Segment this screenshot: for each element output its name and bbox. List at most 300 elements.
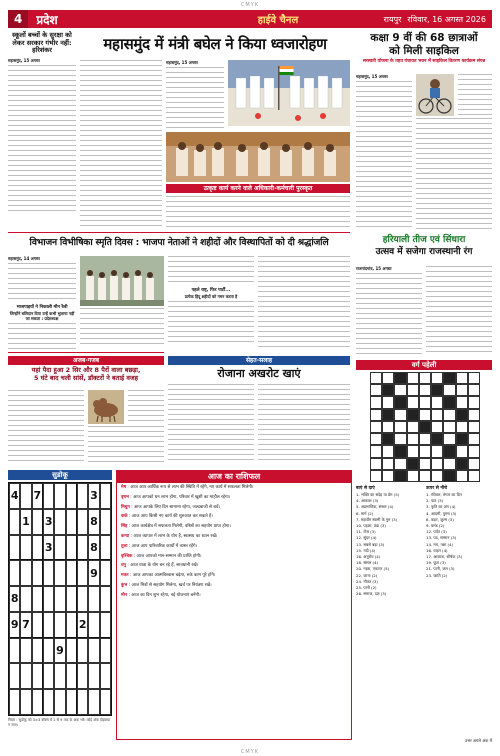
crossword-cell bbox=[370, 372, 382, 384]
vibhajan-col-1-body-a bbox=[8, 263, 76, 303]
crossword-clue: 7. महावीर स्वामी के गुरु (3) bbox=[356, 516, 398, 522]
vibhajan-kicker: भाजपाइयों ने निकाली मौन रैली bbox=[16, 305, 68, 310]
crossword-clue: 12. सुंदर (4) bbox=[356, 535, 377, 541]
sudoku-cell bbox=[43, 560, 54, 586]
vibhajan-subhead: जिन्होंने बलिदान दिया उन्हें कभी भुलाया नहीं जा सकता : प्रदेशध्यक्ष bbox=[9, 311, 75, 321]
crossword-clue: 14. मय, नशा (4) bbox=[426, 541, 454, 547]
crossword-clue: 26. समाज, दल (3) bbox=[356, 591, 387, 597]
haryali-headline-2: उत्सव में सजेगा राजस्थानी रंग bbox=[375, 247, 473, 257]
right-top-subhead: सरस्वती योजना के तहत पंचायत भवन में साइकिल वितरण कार्यक्रम संपन्न bbox=[362, 59, 486, 64]
crossword-cell bbox=[407, 421, 419, 433]
sudoku-cell bbox=[100, 483, 111, 509]
crossword-cell bbox=[468, 470, 480, 482]
crossword-cell bbox=[443, 409, 455, 421]
crossword-cell bbox=[382, 470, 394, 482]
sudoku-cell bbox=[9, 689, 20, 715]
sudoku-cell bbox=[100, 612, 111, 638]
crossword-clue: 24. नौकर (3) bbox=[356, 578, 378, 584]
sudoku-cell bbox=[88, 612, 99, 638]
sudoku-cell bbox=[77, 663, 88, 689]
rashifal-separator: : bbox=[126, 563, 131, 569]
sudoku-cell bbox=[32, 612, 43, 638]
vibhajan-col-4 bbox=[258, 256, 350, 348]
crossword-clue: 13. पद, सम्मान (3) bbox=[426, 535, 457, 541]
sudoku-cell bbox=[43, 612, 54, 638]
sudoku-cell bbox=[9, 535, 20, 561]
divider-rule bbox=[8, 232, 350, 233]
section-title: प्रदेश bbox=[36, 12, 58, 27]
brand-name: हाईवे चैनल bbox=[257, 15, 299, 26]
calf-image bbox=[88, 390, 124, 424]
crossword-clue: 23. जाति (2) bbox=[426, 572, 448, 578]
crossword-cell bbox=[370, 470, 382, 482]
crossword-cell bbox=[419, 409, 431, 421]
sudoku-cell bbox=[77, 535, 88, 561]
ajab-band: अजब-गजब bbox=[8, 356, 164, 365]
award-ceremony-photo bbox=[166, 132, 350, 182]
rashifal-text: आज व्यापार में लाभ के योग हैं, स्वास्थ्य का ध्यान रखें। bbox=[133, 533, 218, 539]
vibhajan-col-3 bbox=[168, 256, 254, 348]
crossword-down bbox=[426, 486, 492, 736]
cycle-distribution-image bbox=[416, 74, 454, 116]
rashifal-sign: मकर bbox=[121, 573, 129, 579]
haryali-headline-1: हरियाली तीज एवं सिंधारा bbox=[382, 235, 466, 245]
rashifal-sign: वृश्चिक bbox=[121, 553, 133, 559]
sudoku-cell bbox=[100, 560, 111, 586]
crossword-cell bbox=[419, 421, 431, 433]
crossword-clue: 4. आदमी, पुरुष (3) bbox=[426, 510, 457, 516]
right-top-dateline: महासमुंद, 15 अगस्त bbox=[356, 74, 388, 79]
sudoku-cell bbox=[54, 586, 65, 612]
main-col-2-body bbox=[166, 67, 224, 129]
crossword-clue: 12. पर्वत (3) bbox=[426, 529, 447, 535]
ajab-headline-1: यहां पैदा हुआ 2 सिर और 8 पैरों वाला बछड़ा, bbox=[31, 366, 141, 374]
crossword-cell bbox=[382, 409, 394, 421]
sudoku-cell bbox=[100, 689, 111, 715]
crossword-cell bbox=[431, 372, 443, 384]
crossword-cell bbox=[382, 384, 394, 396]
rashifal-text: आज आप किसी नए कार्य की शुरुआत कर सकते हैं। bbox=[131, 514, 213, 520]
sudoku-cell bbox=[66, 586, 77, 612]
crossword-clue: 16. अनुरोध (4) bbox=[356, 554, 381, 560]
rashifal-title: आज का राशिफल bbox=[117, 471, 351, 483]
crossword-clue: 22. जाना (2) bbox=[356, 572, 378, 578]
crossword-cell bbox=[407, 372, 419, 384]
flag-hoisting-photo bbox=[228, 60, 350, 126]
ajab-header bbox=[8, 366, 164, 388]
rashifal-sign: मेष bbox=[121, 485, 127, 490]
sudoku-cell bbox=[77, 509, 88, 535]
sudoku-cell bbox=[100, 535, 111, 561]
right-top-col-1 bbox=[356, 74, 412, 230]
crossword-cell bbox=[370, 421, 382, 433]
right-top-headline-2: को मिली साइकिल bbox=[389, 45, 459, 57]
sudoku-cell bbox=[43, 638, 54, 664]
crossword-cell bbox=[431, 421, 443, 433]
crossword-clue: 3. कृति का अंग (4) bbox=[426, 504, 456, 510]
sudoku-cell bbox=[88, 586, 99, 612]
crossword-clue: 16. वाहन (4) bbox=[426, 547, 448, 553]
crossword-cell bbox=[370, 384, 382, 396]
rashifal-sign: कर्क bbox=[121, 514, 128, 520]
crossword-cell bbox=[468, 458, 480, 470]
main-col-3-body bbox=[166, 196, 350, 230]
rashifal-item bbox=[121, 563, 347, 569]
crossword-cell bbox=[394, 470, 406, 482]
sudoku-cell: 3 bbox=[43, 509, 54, 535]
crossword-cell bbox=[456, 384, 468, 396]
crossword-cell bbox=[443, 445, 455, 457]
main-col-1-body bbox=[80, 60, 162, 230]
sudoku-cell bbox=[20, 483, 31, 509]
ajab-col-3-body bbox=[128, 390, 164, 424]
vibhajan-col-1 bbox=[8, 256, 76, 348]
crossword-cell bbox=[431, 396, 443, 408]
rashifal-text: आज आप पारिवारिक कार्यों में व्यस्त रहेंगे। bbox=[131, 543, 198, 549]
sudoku-cell bbox=[77, 560, 88, 586]
rashifal-box bbox=[116, 470, 352, 740]
crossword-clue: 20. गहरा, एकान्त (5) bbox=[356, 566, 390, 572]
print-mark-top: CMYK bbox=[240, 2, 260, 8]
crossword-cell bbox=[370, 433, 382, 445]
crossword-cell bbox=[431, 470, 443, 482]
sudoku-cell bbox=[20, 586, 31, 612]
rashifal-separator: : bbox=[127, 582, 132, 588]
crossword-clue: 8. कहर, ज़ुल्म (3) bbox=[426, 516, 454, 522]
crossword-clue: 10. पहला, ठंडा (3) bbox=[356, 523, 386, 529]
rashifal-text: आज का दिन शुभ रहेगा, नई योजनाएं बनेंगी। bbox=[131, 592, 201, 598]
right-top-col-2 bbox=[416, 118, 492, 230]
sudoku-cell bbox=[43, 483, 54, 509]
vibhajan-col-4-body bbox=[258, 256, 350, 348]
rashifal-text: आज आपको मान-सम्मान की प्राप्ति होगी। bbox=[136, 553, 202, 559]
rashifal-sign: सिंह bbox=[121, 524, 128, 530]
crossword-cell bbox=[468, 372, 480, 384]
haryali-col-1 bbox=[356, 266, 422, 356]
left-top-dateline: महासमुंद, 15 अगस्त bbox=[8, 57, 40, 63]
haryali-header bbox=[356, 234, 492, 264]
crossword-clue: 4. आकाश (3) bbox=[356, 498, 379, 504]
crossword-cell bbox=[468, 433, 480, 445]
rashifal-sign: तुला bbox=[121, 543, 128, 549]
vibhajan-col-2 bbox=[80, 308, 164, 348]
crossword-cell bbox=[394, 433, 406, 445]
rashifal-item bbox=[121, 583, 347, 589]
rashifal-separator: : bbox=[127, 524, 132, 530]
crossword-cell bbox=[370, 409, 382, 421]
crossword-cell bbox=[419, 433, 431, 445]
sudoku-cell bbox=[20, 535, 31, 561]
crossword-across-title: बाएं से दाएं bbox=[356, 486, 375, 491]
right-top-col-2-body bbox=[416, 118, 492, 230]
rashifal-sign: मिथुन bbox=[121, 504, 130, 510]
rashifal-separator: : bbox=[126, 485, 131, 490]
main-headline: महासमुंद में मंत्री बघेल ने किया ध्वजारोहण bbox=[103, 35, 327, 53]
rashifal-item bbox=[121, 514, 347, 520]
right-top-col-3 bbox=[458, 74, 492, 116]
rashifal-sign: कन्या bbox=[121, 533, 130, 539]
sehat-col-1-body bbox=[168, 384, 254, 464]
main-dateline: महासमुंद, 15 अगस्त bbox=[166, 60, 198, 65]
sehat-header bbox=[168, 366, 350, 382]
crossword-cell bbox=[468, 421, 480, 433]
sehat-col-1 bbox=[168, 384, 254, 464]
sudoku-cell bbox=[77, 638, 88, 664]
crossword-cell bbox=[456, 433, 468, 445]
sudoku-cell bbox=[32, 535, 43, 561]
sudoku-cell bbox=[66, 689, 77, 715]
crossword-clue: 11. रोज (3) bbox=[356, 529, 376, 535]
sudoku-cell bbox=[66, 483, 77, 509]
crossword-cell bbox=[394, 384, 406, 396]
crossword-cell bbox=[468, 384, 480, 396]
crossword-cell bbox=[456, 458, 468, 470]
ajab-col-1-body bbox=[8, 390, 84, 464]
crossword-cell bbox=[468, 396, 480, 408]
sehat-band: सेहत-सलाह bbox=[168, 356, 350, 365]
rashifal-item bbox=[121, 485, 347, 491]
haryali-col-2 bbox=[426, 266, 492, 356]
rashifal-sign: धनु bbox=[121, 563, 127, 569]
crossword-clue: 5. अप्रमाणिक, संसार (4) bbox=[356, 504, 394, 510]
ajab-col-3 bbox=[128, 390, 164, 424]
crossword-cell bbox=[394, 372, 406, 384]
crossword-cell bbox=[370, 458, 382, 470]
rashifal-text: आज कार्यक्षेत्र में सफलता मिलेगी, वरिष्ठों का सहयोग प्राप्त होगा। bbox=[131, 524, 231, 530]
sudoku-cell: 8 bbox=[9, 586, 20, 612]
rashifal-separator: : bbox=[132, 553, 137, 559]
page-number: 4 bbox=[8, 10, 28, 28]
crossword-cell bbox=[456, 470, 468, 482]
sudoku-cell: 2 bbox=[77, 612, 88, 638]
rashifal-sign: वृषभ bbox=[121, 494, 129, 500]
crossword-across-list bbox=[356, 492, 424, 597]
crossword-cell bbox=[456, 445, 468, 457]
crossword-cell bbox=[382, 445, 394, 457]
sudoku-cell bbox=[77, 586, 88, 612]
rally-photo bbox=[80, 256, 164, 306]
sudoku-cell bbox=[54, 535, 65, 561]
crossword-clue: 19. फूल (3) bbox=[426, 560, 446, 566]
sudoku-title: सुडोकू bbox=[8, 470, 112, 480]
crossword-clue: 25. पानी (2) bbox=[356, 585, 377, 591]
crossword-cell bbox=[456, 372, 468, 384]
sudoku-cell bbox=[77, 483, 88, 509]
left-top-body bbox=[8, 65, 76, 215]
rashifal-item bbox=[121, 524, 347, 530]
sudoku-cell bbox=[20, 638, 31, 664]
vibhajan-headline: विभाजन विभीषिका स्मृति दिवस : भाजपा नेताओं ने शहीदों और विस्थापितों को दी श्रद्धांजलि bbox=[29, 237, 329, 248]
sudoku-cell: 9 bbox=[54, 638, 65, 664]
crossword-cell bbox=[382, 372, 394, 384]
sudoku-cell bbox=[32, 509, 43, 535]
rashifal-separator: : bbox=[129, 504, 135, 510]
sudoku-cell bbox=[88, 638, 99, 664]
vibhajan-dateline: महासमुंद, 14 अगस्त bbox=[8, 256, 40, 261]
crossword-cell bbox=[443, 372, 455, 384]
sudoku-cell bbox=[9, 638, 20, 664]
crossword-cell bbox=[394, 396, 406, 408]
rashifal-text: आज आपका आत्मविश्वास बढ़ेगा, रुके काम पूरे होंगे। bbox=[132, 573, 216, 579]
crossword-cell bbox=[382, 433, 394, 445]
sudoku-cell bbox=[9, 509, 20, 535]
crossword-down-title: ऊपर से नीचे bbox=[426, 486, 448, 491]
crossword-cell bbox=[382, 458, 394, 470]
crossword-cell bbox=[394, 409, 406, 421]
crossword-cell bbox=[431, 409, 443, 421]
crossword-answer-note: उत्तर अगले अंक में bbox=[465, 738, 492, 743]
sudoku-cell bbox=[88, 689, 99, 715]
rashifal-item bbox=[121, 505, 347, 511]
sudoku-cell bbox=[54, 483, 65, 509]
photo-caption-band: उत्कृष्ट कार्य करने वाले अधिकारी-कर्मचारी पुरस्कृत bbox=[166, 184, 350, 193]
rashifal-text: आज आपके लिए दिन सामान्य रहेगा, जल्दबाजी से बचें। bbox=[134, 504, 221, 510]
vibhajan-col-3-body-a bbox=[168, 256, 254, 286]
divider-rule-2 bbox=[8, 352, 164, 353]
crossword-cell bbox=[394, 458, 406, 470]
crossword-clue: 17. आकाश, शीर्षक (3) bbox=[426, 554, 463, 560]
crossword-cell bbox=[443, 384, 455, 396]
crossword-clue: 21. पानी, जल (3) bbox=[426, 566, 455, 572]
crossword-cell bbox=[443, 470, 455, 482]
flag-hoisting-image bbox=[228, 60, 350, 126]
crossword-cell bbox=[419, 372, 431, 384]
rashifal-item bbox=[121, 495, 347, 501]
rashifal-item bbox=[121, 544, 347, 550]
crossword-cell bbox=[443, 396, 455, 408]
crossword-cell bbox=[407, 409, 419, 421]
sehat-col-2 bbox=[258, 384, 350, 464]
crossword-clue: 6. मार्ग (2) bbox=[356, 510, 374, 516]
sudoku-cell bbox=[32, 586, 43, 612]
sudoku-cell: 7 bbox=[32, 483, 43, 509]
sudoku-cell: 3 bbox=[88, 483, 99, 509]
crossword-clue: 18. संसार (4) bbox=[356, 560, 379, 566]
rashifal-item bbox=[121, 554, 347, 560]
sudoku-cell bbox=[100, 586, 111, 612]
sudoku-cell: 1 bbox=[20, 509, 31, 535]
sudoku-cell bbox=[54, 663, 65, 689]
sudoku-cell bbox=[32, 663, 43, 689]
vibhajan-header bbox=[8, 234, 350, 254]
crossword-cell bbox=[407, 445, 419, 457]
sudoku-cell bbox=[66, 612, 77, 638]
crossword-clue: 1. भक्ति का संदेह या प्रेम (5) bbox=[356, 492, 400, 497]
sudoku-cell bbox=[43, 663, 54, 689]
sudoku-cell: 7 bbox=[20, 612, 31, 638]
issue-date: रविवार, 16 अगस्त 2026 bbox=[407, 14, 486, 24]
vibhajan-col-2-body bbox=[80, 308, 164, 348]
rashifal-separator: : bbox=[128, 494, 134, 500]
crossword-clue: 13. सबसे बड़ा (3) bbox=[356, 541, 385, 547]
rashifal-separator: : bbox=[127, 514, 132, 520]
left-top-story bbox=[8, 32, 76, 230]
crossword-clue: 1. रविवार, मंगल का दिन bbox=[426, 492, 462, 497]
sudoku-cell bbox=[54, 612, 65, 638]
rashifal-separator: : bbox=[128, 573, 133, 579]
ajab-col-2-body bbox=[88, 426, 164, 464]
sudoku-cell bbox=[77, 689, 88, 715]
sudoku-cell bbox=[100, 509, 111, 535]
rashifal-list bbox=[117, 483, 351, 605]
city-name: रायपुर bbox=[383, 14, 402, 24]
sudoku-cell bbox=[32, 560, 43, 586]
crossword-cell bbox=[419, 470, 431, 482]
sudoku-cell bbox=[20, 689, 31, 715]
main-story-header bbox=[80, 32, 350, 60]
ajab-col-2 bbox=[88, 426, 164, 464]
blank-section-subhead: प्रत्येक हिंदू शहीदों को नमन करता है bbox=[184, 294, 238, 299]
crossword-cell bbox=[456, 396, 468, 408]
print-mark-bottom: CMYK bbox=[240, 749, 260, 755]
sudoku-cell bbox=[88, 663, 99, 689]
sudoku-cell bbox=[66, 638, 77, 664]
sudoku-cell: 3 bbox=[43, 535, 54, 561]
crossword-cell bbox=[407, 458, 419, 470]
crossword-across bbox=[356, 486, 424, 736]
left-top-headline: स्कूलों बच्चों के सुरक्षा को लेकर सरकार गंभीर नहीं: हरिशंकर bbox=[12, 31, 72, 54]
crossword-cell bbox=[431, 445, 443, 457]
haryali-dateline: राजनांदगांव, 15 अगस्त bbox=[356, 266, 392, 271]
crossword-cell bbox=[370, 396, 382, 408]
haryali-col-1-body bbox=[356, 273, 422, 355]
crossword-title: वर्ग पहेली bbox=[356, 360, 492, 370]
crossword-cell bbox=[443, 458, 455, 470]
crossword-cell bbox=[468, 409, 480, 421]
rashifal-sign: मीन bbox=[121, 592, 128, 598]
crossword-cell bbox=[407, 384, 419, 396]
main-col-3 bbox=[166, 196, 350, 230]
rashifal-item bbox=[121, 534, 347, 540]
sudoku-cell bbox=[100, 638, 111, 664]
crossword-cell bbox=[456, 421, 468, 433]
sudoku-cell bbox=[20, 560, 31, 586]
sudoku-cell: 8 bbox=[88, 509, 99, 535]
crossword-clue: 9. घमंड (2) bbox=[426, 523, 445, 529]
crossword-cell bbox=[431, 433, 443, 445]
crossword-cell bbox=[407, 470, 419, 482]
sudoku-cell bbox=[32, 689, 43, 715]
rashifal-separator: : bbox=[127, 592, 132, 598]
rashifal-item bbox=[121, 593, 347, 599]
rally-image bbox=[80, 256, 164, 306]
vibhajan-col-3-body-b bbox=[168, 301, 254, 345]
rashifal-text: आज यात्रा के योग बन रहे हैं, सावधानी रखें। bbox=[130, 563, 199, 569]
ajab-col-1 bbox=[8, 390, 84, 464]
sehat-headline: रोजाना अखरोट खाएं bbox=[217, 367, 301, 380]
sudoku-cell bbox=[100, 663, 111, 689]
crossword-cell bbox=[382, 421, 394, 433]
sudoku-cell bbox=[20, 663, 31, 689]
rashifal-text: आज आपको धन लाभ होगा, परिवार में खुशी का माहौल रहेगा। bbox=[133, 494, 231, 500]
crossword-cell bbox=[443, 433, 455, 445]
haryali-col-2-body bbox=[426, 266, 492, 356]
sudoku-cell bbox=[54, 560, 65, 586]
sudoku-cell bbox=[9, 663, 20, 689]
rashifal-separator: : bbox=[127, 543, 132, 549]
calf-photo bbox=[88, 390, 124, 424]
sudoku-cell bbox=[32, 638, 43, 664]
cycle-distribution-photo bbox=[416, 74, 454, 116]
page-masthead bbox=[8, 10, 492, 28]
vibhajan-col-1-body-b bbox=[8, 323, 76, 351]
crossword-cell bbox=[419, 396, 431, 408]
sudoku-footnote: नियम : सुडोकू को 3×3 बॉक्स में 1 से 9 तक के अंक भरें। कोई अंक दोहराया न जाए। bbox=[8, 718, 111, 727]
rashifal-text: आज आप आर्थिक रूप से लाभ की स्थिति में रहेंगे, नए कार्य में सफलता मिलेगी। bbox=[130, 485, 254, 490]
right-top-col-3-body bbox=[458, 74, 492, 116]
crossword-cell bbox=[407, 433, 419, 445]
rashifal-sign: कुंभ bbox=[121, 582, 128, 588]
